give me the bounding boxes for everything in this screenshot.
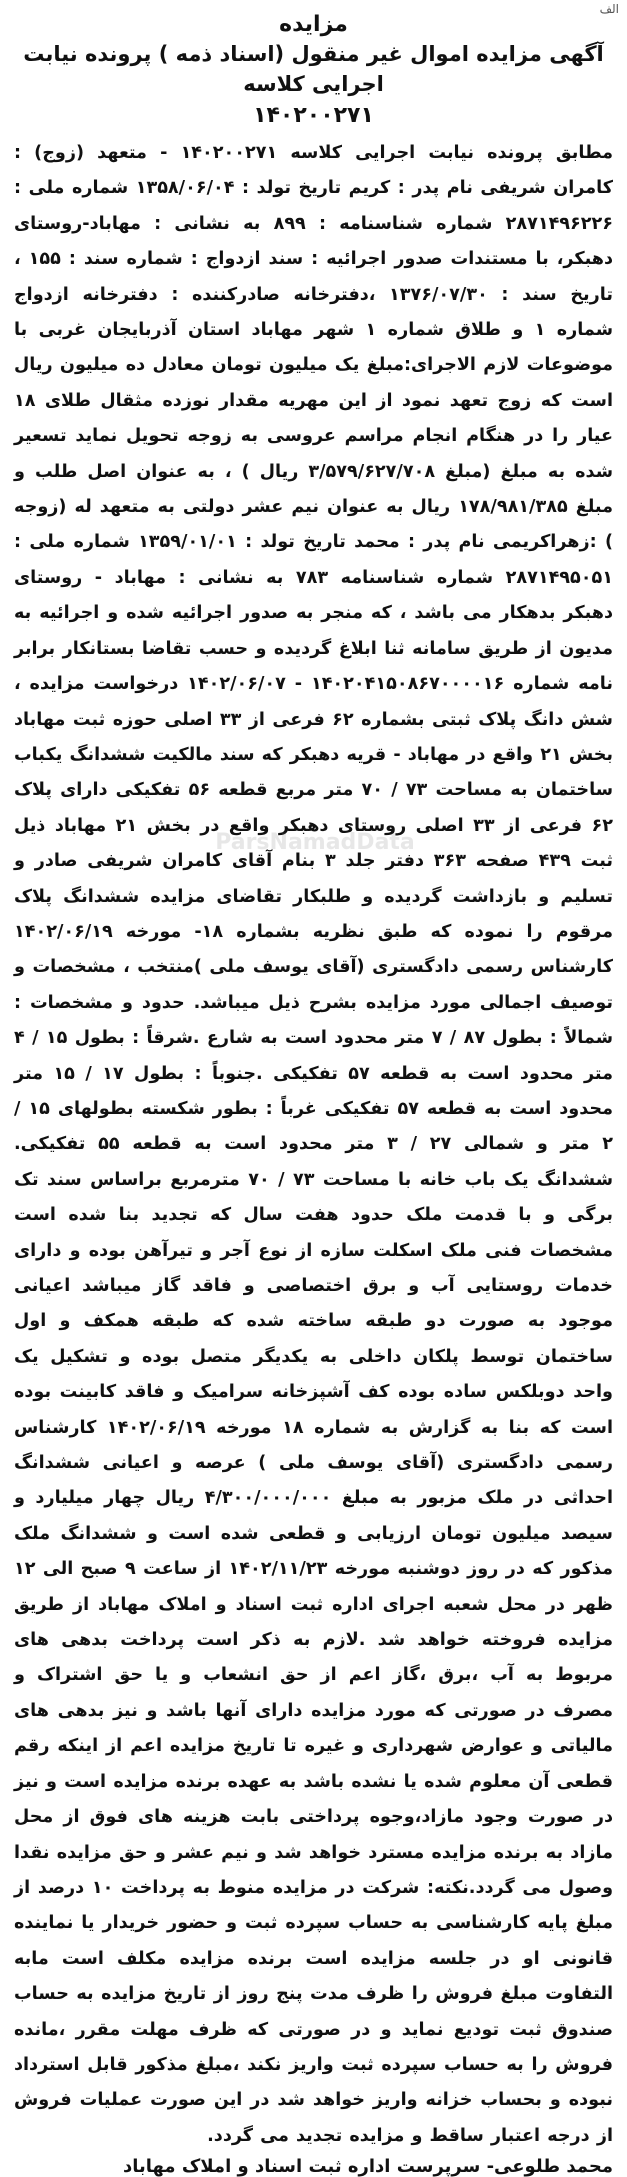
file-number: ۱۴۰۲۰۰۲۷۱ [253,103,374,128]
notice-title: مزایده [279,12,348,37]
notice-body: مطابق پرونده نیابت اجرایی کلاسه ۱۴۰۲۰۰۲۷۱ - متعهد (زوج) : کامران شریفی نام پدر : کریم تاریخ تولد : ۱۳۵۸/۰۶/۰۴ شماره ملی : ۲۸۷۱۴۹۶۲۲۶ شماره شناسنامه : ۸۹۹ به نشانی : مهاباد-روستای دهبکر، با مستندات صدور اجرائیه : سند ازدواج : شماره سند : ۱۵۵ ، تاریخ سند : ۱۳۷۶/۰۷/۳۰ ،دفترخانه صادرکننده : دفترخانه ازدواج شماره ۱ و طلاق شماره ۱ شهر مهاباد استان آذربایجان غربی با موضوعات لازم الاجرای:مبلغ یک میلیون تومان معادل ده میلیون ریال است که زوج تعهد نمود از این مهریه مقدار نوزده مثقال طلای ۱۸ عیار را در هنگام انجام مراسم عروسی به زوجه تحویل نماید تسعیر شده به مبلغ (مبلغ ۳/۵۷۹/۶۲۷/۷۰۸ ریال ) ، به عنوان اصل طلب و مبلغ ۱۷۸/۹۸۱/۳۸۵ ریال به عنوان نیم عشر دولتی به متعهد له (زوجه ) :زهراکریمی نام پدر : محمد تاریخ تولد : ۱۳۵۹/۰۱/۰۱ شماره ملی : ۲۸۷۱۴۹۵۰۵۱ شماره شناسنامه ۷۸۳ به نشانی : مهاباد - روستای دهبکر بدهکار می باشد ، که منجر به صدور اجرائیه شده و اجرائیه به مدیون از طریق سامانه ثنا ابلاغ گردیده و حسب تقاضا بستانکار برابر نامه شماره ۱۴۰۲۰۴۱۵۰۸۶۷۰۰۰۰۱۶ - ۱۴۰۲/۰۶/۰۷ درخواست مزایده ، شش دانگ پلاک ثبتی بشماره ۶۲ فرعی از ۳۳ اصلی حوزه ثبت مهاباد بخش ۲۱ واقع در مهاباد - قریه دهبکر که سند مالکیت ششدانگ یکباب ساختمان به مساحت ۷۳ / ۷۰ متر مربع قطعه ۵۶ تفکیکی دارای پلاک ۶۲ فرعی از ۳۳ اصلی روستای دهبکر واقع در بخش ۲۱ مهاباد ذیل ثبت ۴۳۹ صفحه ۳۶۳ دفتر جلد ۳ بنام آقای کامران شریفی صادر و تسلیم و بازداشت گردیده و طلبکار تقاضای مزایده ششدانگ پلاک مرقوم را نموده که طبق نظریه بشماره ۱۸- مورخه ۱۴۰۲/۰۶/۱۹ کارشناس رسمی دادگستری (آقای یوسف ملی )منتخب ، مشخصات و توصیف اجمالی مورد مزایده بشرح ذیل میباشد. حدود و مشخصات : شمالاً : بطول ۸۷ / ۷ متر محدود است به شارع .شرقاً : بطول ۱۵ / ۴ متر محدود است به قطعه ۵۷ تفکیکی .جنوباً : بطول ۱۷ / ۱۵ متر محدود است به قطعه ۵۷ تفکیکی غرباً : بطور شکسته بطولهای ۱۵ / ۲ متر و شمالی ۲۷ / ۳ متر محدود است به قطعه ۵۵ تفکیکی. ششدانگ یک باب خانه با مساحت ۷۳ / ۷۰ مترمربع براساس سند تک برگی و با قدمت ملک حدود هفت سال که تجدید بنا شده است مشخصات فنی ملک اسکلت سازه از نوع آجر و تیرآهن بوده و دارای خدمات روستایی آب و برق اختصاصی و فاقد گاز میباشد اعیانی موجود به صورت دو طبقه ساخته شده که طبقه همکف و اول ساختمان توسط پلکان داخلی به یکدیگر متصل بوده و تشکیل یک واحد دوبلکس ساده بوده کف آشپزخانه سرامیک و فاقد کابینت بوده است که بنا به گزارش به شماره ۱۸ مورخه ۱۴۰۲/۰۶/۱۹ کارشناس رسمی دادگستری (آقای یوسف ملی ) عرصه و اعیانی ششدانگ احداثی در ملک مزبور به مبلغ ۴/۳۰۰/۰۰۰/۰۰۰ ریال چهار میلیارد و سیصد میلیون تومان ارزیابی و قطعی شده است و ششدانگ ملک مذکور که در روز دوشنبه مورخه ۱۴۰۲/۱۱/۲۳ از ساعت ۹ صبح الی ۱۲ ظهر در محل شعبه اجرای اداره ثبت اسناد و املاک مهاباد از طریق مزایده فروخته خواهد شد .لازم به ذکر است پرداخت بدهی های مربوط به آب ،برق ،گاز اعم از حق انشعاب و یا حق اشتراک و مصرف در صورتی که مورد مزایده دارای آنها باشد و نیز بدهی های مالیاتی و عوارض شهرداری و غیره تا تاریخ مزایده اعم از اینکه رقم قطعی آن معلوم شده یا نشده باشد به عهده برنده مزایده است و نیز در صورت وجود مازاد،وجوه پرداختی بابت هزینه های فوق از محل مازاد به برنده مزایده مسترد خواهد شد و نیم عشر و حق مزایده نقدا وصول می گردد.نکته: شرکت در مزایده منوط به پرداخت ۱۰ درصد از مبلغ پایه کارشناسی به حساب سپرده ثبت و حضور خریدار یا نماینده قانونی او در جلسه مزایده است برنده مزایده مکلف است مابه التفاوت مبلغ فروش را ظرف مدت پنج روز از تاریخ مزایده به حساب صندوق ثبت تودیع نماید و در صورتی که ظرف مهلت مقرر ،مانده فروش را به حساب سپرده ثبت واریز نکند ،مبلغ مذکور قابل استرداد نبوده و بحساب خزانه واریز خواهد شد در این صورت عملیات فروش از درجه اعتبار ساقط و مزایده تجدید می گردد. [14,143,614,2146]
watermark: ParsNamadData [215,830,415,855]
top-corner-mark: الف [599,2,619,16]
notice-subtitle: آگهی مزایده اموال غیر منقول (اسناد ذمه ) پرونده نیابت اجرایی کلاسه [23,42,604,96]
signature-line: محمد طلوعی- سرپرست اداره ثبت اسناد و املاک مهاباد [123,2156,613,2177]
